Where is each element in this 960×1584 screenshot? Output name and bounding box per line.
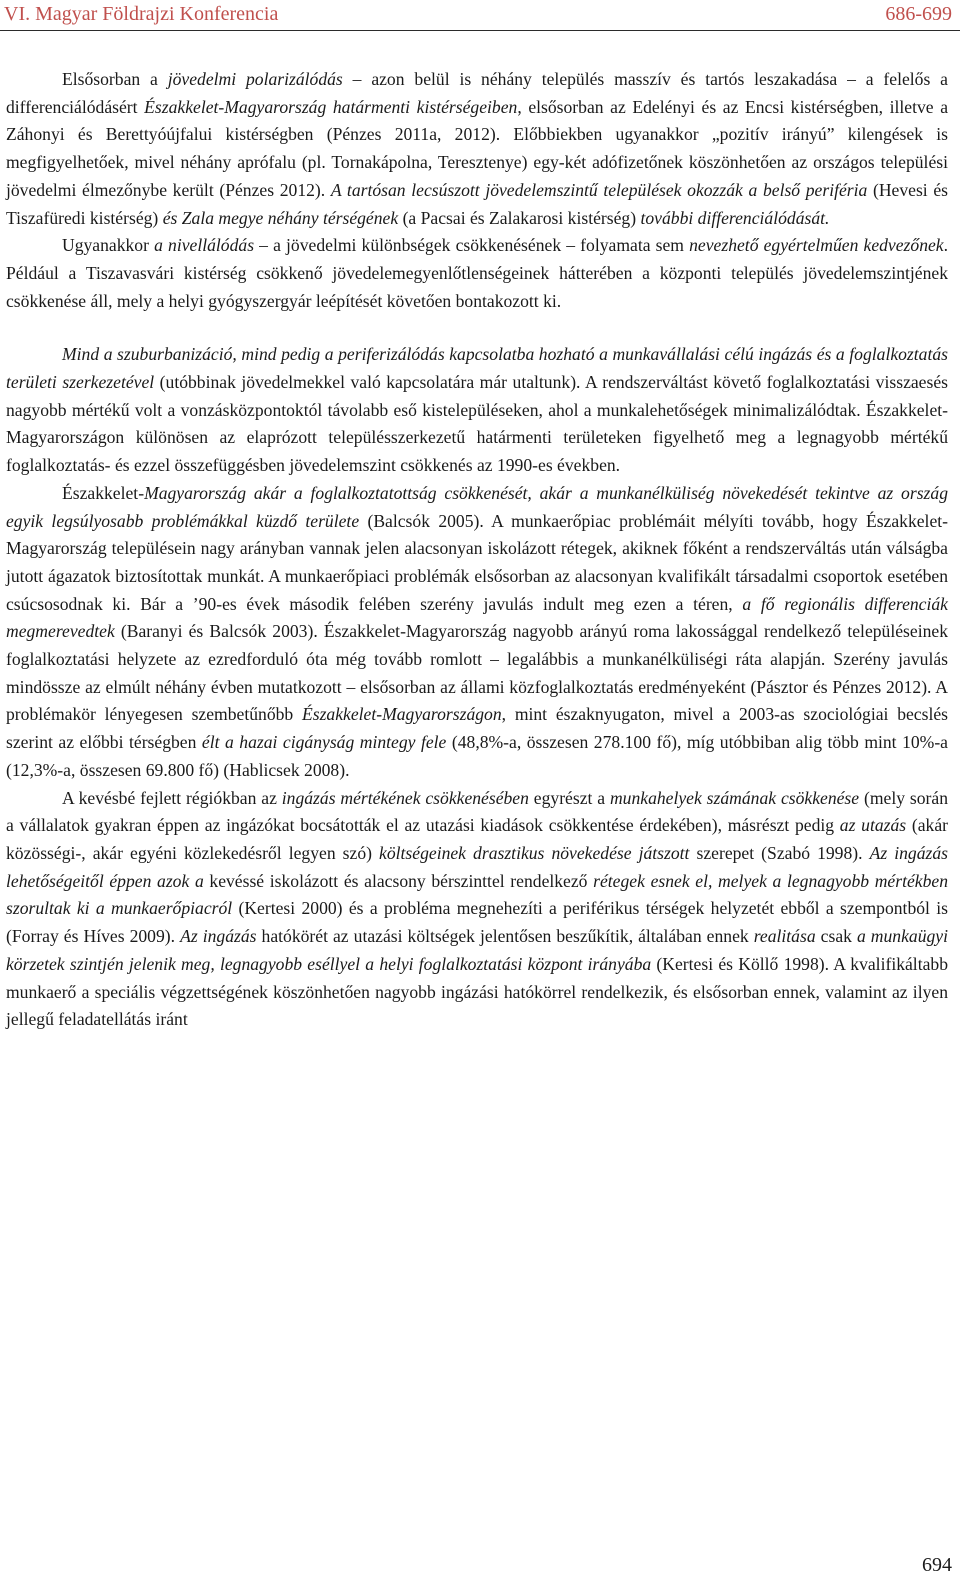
italic-text-run: Az ingázás lehetőségeitől éppen azok a — [6, 842, 949, 891]
text-run: (mely során a vállalatok gyakran éppen az ingázókat bocsátották el az utazási kiadások csökkentése érdekében), másrészt pedig — [6, 787, 948, 836]
body-text — [6, 66, 948, 1034]
italic-text-run: költségeinek drasztikus növekedése játszott — [379, 842, 690, 863]
text-run: . Például a Tiszavasvári kistérség csökkenő jövedelemegyenlőtlenségeinek hátterében a központi település jövedelemszintjének csökkenése áll, mely a helyi gyógyszergyár leépítését követően bontakozott ki. — [6, 235, 949, 311]
paragraph — [6, 480, 948, 785]
text-run: (utóbbinak jövedelmekkel való kapcsolatára már utaltunk). A rendszerváltást követő foglalkoztatási visszaesés nagyobb mértékű volt a vonzásközpontoktól távolabb eső kistelepüléseken, ahol a munkalehetőségek minimalizálódtak. Északkelet-Magyarországon különösen az elaprózott településszerkezetű határmenti területeken figyelhető meg a legnagyobb mértékű foglalkoztatás- és ezzel összefüggésben jövedelemszint csökkenés az 1990-es években. — [6, 372, 948, 476]
text-run: , elsősorban az Edelényi és az Encsi kistérségben, illetve a Záhonyi és Berettyóújfalui kistérségben (Pénzes 2011a, 2012). Előbbiekben ugyanakkor „pozitív irányú” kilengések is megfigyelhetőek, mivel néhány aprófalu (pl. Tornakápolna, Teresztenye) egy-két adófizetőnek köszönhetően az országos települési jövedelmi élmezőnybe került (Pénzes 2012). — [6, 96, 949, 200]
text-run: (a Pacsai és Zalakarosi kistérség) — [398, 207, 641, 228]
page-number: 694 — [922, 1554, 952, 1576]
text-run: egyrészt a — [528, 787, 610, 808]
paragraph — [6, 232, 948, 315]
italic-text-run: munkahelyek számának csökkenése — [609, 787, 860, 808]
text-run: Ugyanakkor — [62, 235, 155, 256]
text-run: Elsősorban a — [62, 69, 168, 89]
italic-text-run: a fő regionális differenciák megmerevedtek — [6, 593, 948, 642]
text-run: (Baranyi és Balcsók 2003). Északkelet-Magyarország nagyobb arányú roma lakossággal rendelkező településeinek foglalkoztatási helyzete az ezredforduló óta még tovább romlott – legalábbis a munkanélküliségi ráta alapján. Szerény javulás mindössze az elmúlt néhány évben mutatkozott – elsősorban az állami közfoglalkoztatás eredményeként (Pásztor és Pénzes 2012). A problémakör lényegesen szembetűnőbb — [6, 621, 948, 725]
italic-text-run: Északkelet-Magyarországon — [301, 704, 502, 725]
text-run: Északkelet- — [62, 482, 145, 503]
italic-text-run: nevezhető egyértelműen kedvezőnek — [689, 235, 944, 256]
italic-text-run: és Zala megye néhány térségének — [162, 207, 399, 228]
italic-text-run: a nivellálódás — [154, 235, 255, 256]
italic-text-run: A tartósan lecsúszott jövedelemszintű települések okozzák a belső periféria — [330, 179, 868, 200]
text-run: (Balcsók 2005). A munkaerőpiac problémáit mélyíti tovább, hogy Északkelet-Magyarország településein nagy arányban vannak jelen alacsonyan iskolázott rétegek, akiknek főként a rendszerváltás után válságba jutott ágazatok biztosítottak munkát. A munkaerőpiaci problémák elsősorban az alacsonyan kvalifikált társadalmi csoportok esetében csúcsosodnak ki. Bár a ’90-es évek második felében szerény javulás indult meg ezen a téren, — [6, 510, 949, 614]
italic-text-run: további differenciálódását. — [640, 207, 830, 228]
italic-text-run: jövedelmi polarizálódás — [167, 69, 343, 89]
italic-text-run: az utazás — [839, 815, 907, 836]
italic-text-run: Az ingázás — [180, 926, 257, 947]
italic-text-run: Magyarország akár a foglalkoztatottság csökkenését, akár a munkanélküliség növekedését tekintve az ország egyik legsúlyosabb problémákkal küzdő területe — [6, 482, 948, 531]
text-run: kevéssé iskolázott és alacsony bérszinttel rendelkező — [203, 870, 594, 891]
text-run: – azon belül is néhány település masszív és tartós leszakadása – a felelős a differenciálódásért — [6, 69, 948, 117]
italic-text-run: rétegek esnek el, melyek a legnagyobb mértékben szorultak ki a munkaerőpiacról — [6, 870, 948, 919]
italic-text-run: Északkelet-Magyarország határmenti kistérségeiben — [144, 96, 518, 117]
conference-title: VI. Magyar Földrajzi Konferencia — [4, 3, 279, 25]
text-run: A kevésbé fejlett régiókban az — [62, 787, 282, 808]
text-run: hatókörét az utazási költségek jelentősen beszűkítik, általában ennek — [256, 926, 754, 947]
paragraph — [6, 785, 948, 1034]
page-header — [0, 0, 960, 31]
italic-text-run: a munkaügyi körzetek szintjén jelenik meg, legnagyobb eséllyel a helyi foglalkoztatási központ irányába — [6, 926, 948, 974]
text-run: , mint északnyugaton, mivel a 2003-as szociológiai becslés szerint az előbbi térségben — [6, 704, 948, 753]
text-run: (akár közösségi-, akár egyéni közlekedésről legyen szó) — [6, 815, 949, 863]
text-run: (Kertesi 2000) és a probléma megnehezíti a periférikus térségek helyzetét ebből a szempontból is (Forray és Híves 2009). — [6, 898, 948, 947]
text-run: csak — [815, 926, 857, 947]
text-run: (48,8%-a, összesen 278.100 fő), míg utóbbiban alig több mint 10%-a (12,3%-a, összesen 69.800 fő) (Hablicsek 2008). — [6, 732, 948, 780]
text-run: (Hevesi és Tiszafüredi kistérség) — [6, 179, 949, 228]
italic-text-run: élt a hazai cigányság mintegy fele — [201, 732, 447, 753]
paragraph — [6, 66, 948, 232]
italic-text-run: realitása — [753, 926, 816, 947]
italic-text-run: Mind a szuburbanizáció, mind pedig a periferizálódás kapcsolatba hozható a munkavállalási célú ingázás és a foglalkoztatás területi szerkezetével — [6, 344, 948, 393]
paragraph — [6, 341, 948, 480]
italic-text-run: ingázás mértékének csökkenésében — [281, 787, 529, 808]
text-run: – a jövedelmi különbségek csökkenésének – folyamata sem — [254, 235, 690, 256]
text-run: (Kertesi és Köllő 1998). A kvalifikáltabb munkaerő a speciális végzettségének köszönhetően nagyobb ingázási hatókörrel rendelkezik, és elsősorban ennek, valamint az ilyen jellegű feladatellátás iránt — [6, 953, 948, 1030]
text-run: szerepet (Szabó 1998). — [689, 842, 870, 863]
page-range: 686-699 — [885, 3, 952, 25]
